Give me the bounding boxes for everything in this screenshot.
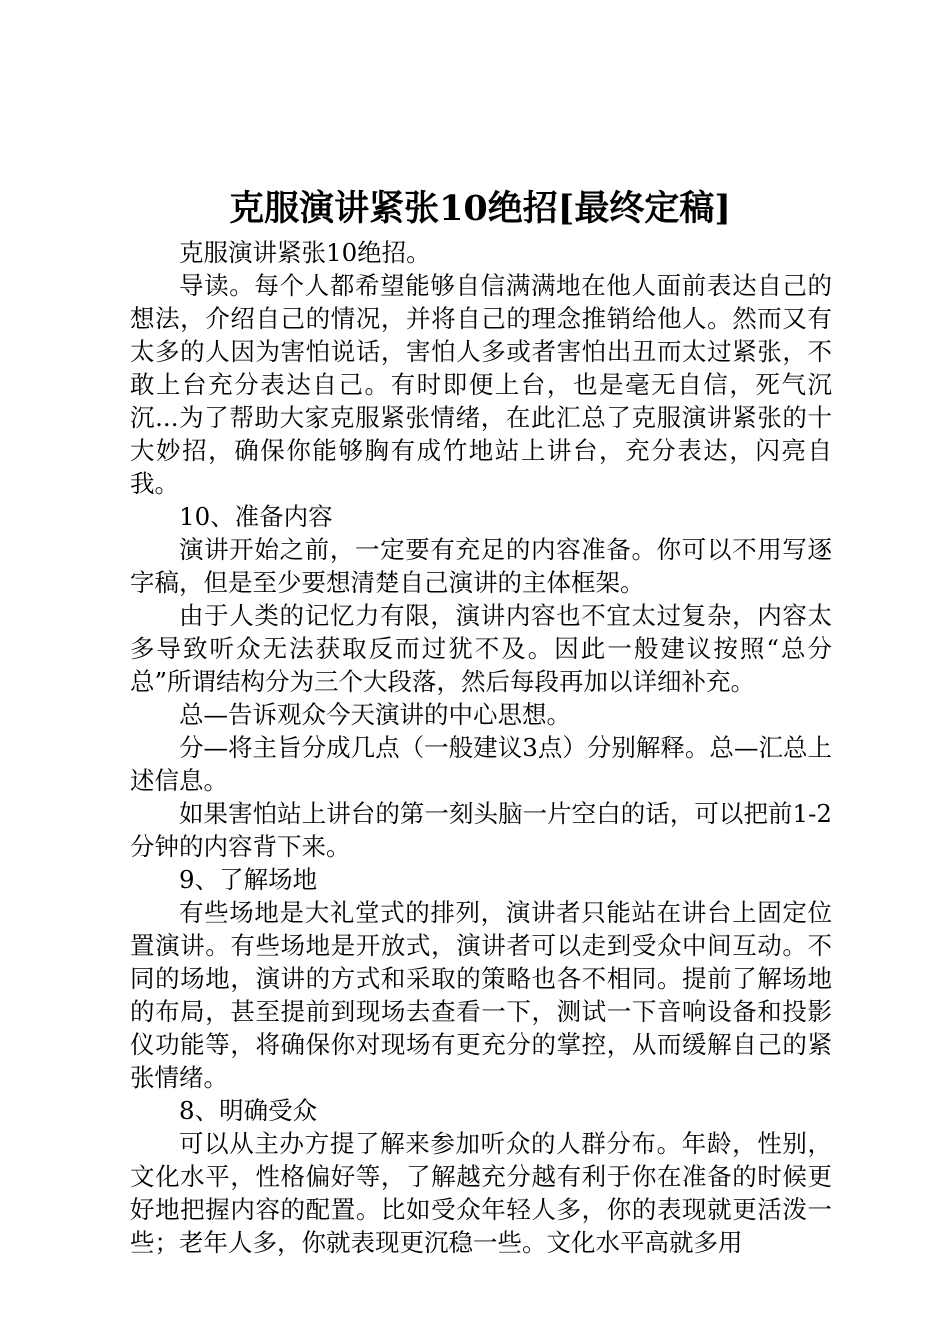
paragraph: 可以从主办方提了解来参加听众的人群分布。年龄，性别，文化水平，性格偏好等，了解越充分越有利于你在准备的时候更好地把握内容的配置。比如受众年轻人多，你的表现就更活泼一些；老年人多，你就表现更沉稳一些。文化水平高就多用 — [130, 1129, 832, 1257]
paragraph: 如果害怕站上讲台的第一刻头脑一片空白的话，可以把前1-2分钟的内容背下来。 — [130, 799, 832, 861]
paragraph-intro: 导读。每个人都希望能够自信满满地在他人面前表达自己的想法，介绍自己的情况，并将自己的理念推销给他人。然而又有太多的人因为害怕说话，害怕人多或者害怕出丑而太过紧张，不敢上台充分表达自己。有时即便上台，也是毫无自信，死气沉沉...为了帮助大家克服紧张情绪，在此汇总了克服演讲紧张的十大妙招，确保你能够胸有成竹地站上讲台，充分表达，闪亮自我。 — [130, 271, 832, 498]
section-heading-10: 10、准备内容 — [179, 502, 333, 531]
paragraph: 总—告诉观众今天演讲的中心思想。 — [179, 700, 571, 729]
paragraph: 由于人类的记忆力有限，演讲内容也不宜太过复杂，内容太多导致听众无法获取反而过犹不及。因此一般建议按照“总分总”所谓结构分为三个大段落，然后每段再加以详细补充。 — [130, 601, 832, 696]
document-body — [130, 236, 832, 1259]
paragraph: 有些场地是大礼堂式的排列，演讲者只能站在讲台上固定位置演讲。有些场地是开放式，演讲者可以走到受众中间互动。不同的场地，演讲的方式和采取的策略也各不相同。提前了解场地的布局，甚至提前到现场去查看一下，测试一下音响设备和投影仪功能等，将确保你对现场有更充分的掌控，从而缓解自己的紧张情绪。 — [130, 898, 832, 1092]
section-heading-9: 9、了解场地 — [179, 865, 318, 894]
paragraph-intro-title: 克服演讲紧张10绝招。 — [179, 238, 431, 267]
document-title: 克服演讲紧张10绝招[最终定稿] — [229, 188, 731, 229]
paragraph: 分—将主旨分成几点（一般建议3点）分别解释。总—汇总上述信息。 — [130, 733, 832, 795]
section-heading-8: 8、明确受众 — [179, 1096, 318, 1125]
paragraph: 演讲开始之前，一定要有充足的内容准备。你可以不用写逐字稿，但是至少要想清楚自己演讲的主体框架。 — [130, 535, 832, 597]
